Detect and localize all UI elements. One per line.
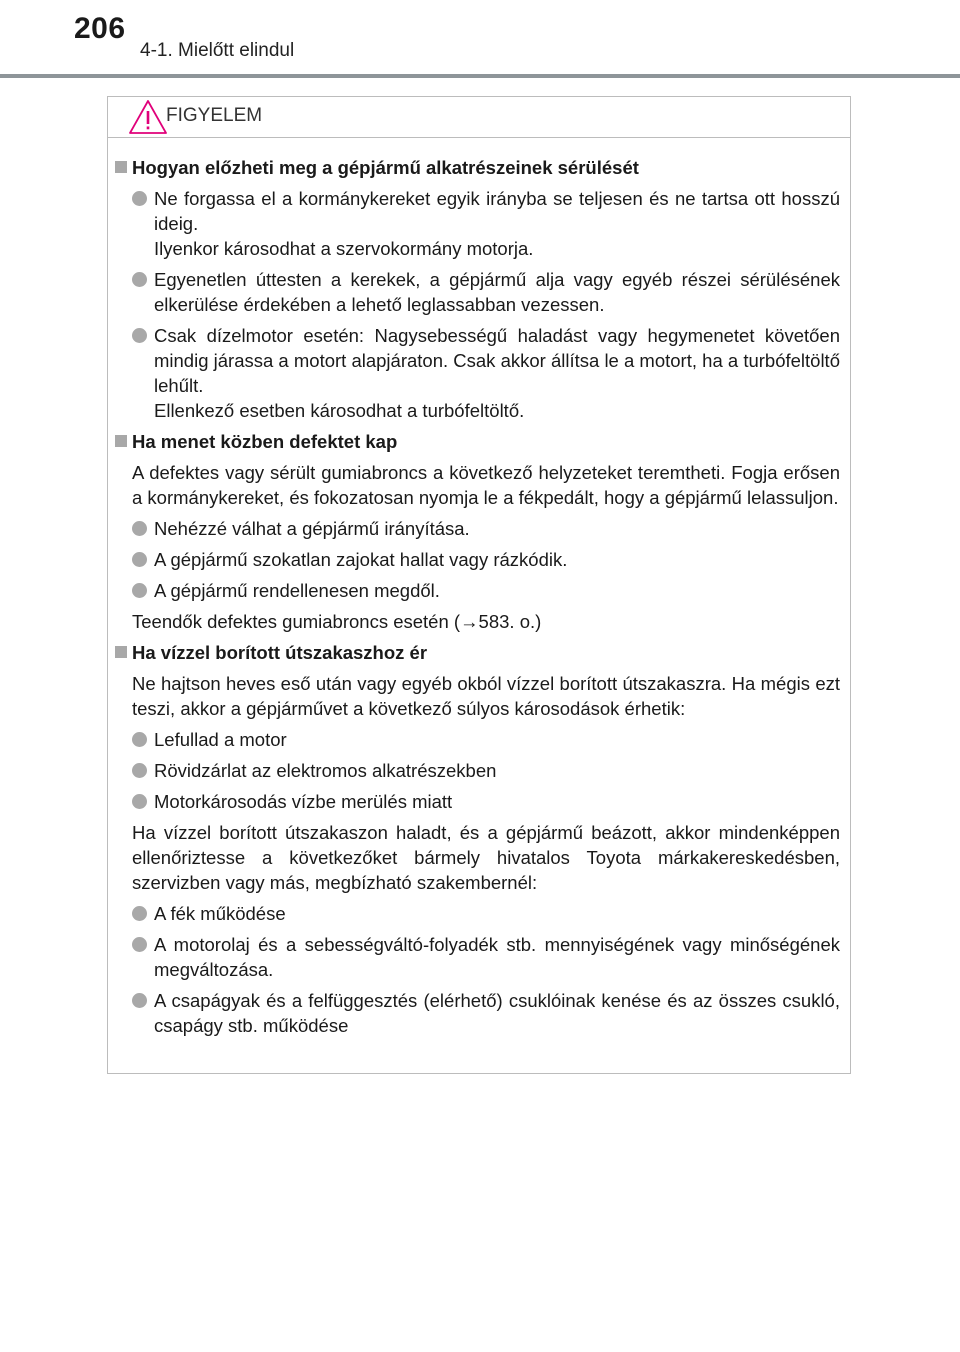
square-bullet-icon (115, 161, 127, 173)
section-title: 4-1. Mielőtt elindul (140, 40, 295, 61)
section-heading: Ha menet közben defektet kap (108, 429, 840, 454)
round-bullet-icon (132, 906, 147, 921)
bullet-item: Ne forgassa el a kormánykereket egyik irányba se teljesen és ne tartsa ott hosszú ideig. Ilyenkor károsodhat a szervokormány motorja. (108, 186, 850, 261)
section-heading: Hogyan előzheti meg a gépjármű alkatrészeinek sérülését (108, 155, 840, 180)
bullet-item: A fék működése (108, 901, 850, 926)
square-bullet-icon (115, 646, 127, 658)
warning-header (108, 97, 850, 138)
round-bullet-icon (132, 794, 147, 809)
round-bullet-icon (132, 521, 147, 536)
paragraph: A defektes vagy sérült gumiabroncs a következő helyzeteket teremtheti. Fogja erősen a kormánykereket, és fokozatosan nyomja le a fékpedált, hogy a gépjármű lelassuljon. (132, 462, 840, 508)
round-bullet-icon (132, 191, 147, 206)
warning-box (107, 96, 851, 1074)
paragraph: Teendők defektes gumiabroncs esetén (→583. o.) (132, 611, 542, 632)
bullet-item: Motorkárosodás vízbe merülés miatt (108, 789, 850, 814)
paragraph: Ha vízzel borított útszakaszon haladt, és a gépjármű beázott, akkor mindenképpen ellenőriztesse a következőket bármely hivatalos Toyota márkakereskedésben, szervizben vagy más, megbízható szakembernél: (132, 822, 840, 893)
page-number: 206 (74, 12, 126, 45)
round-bullet-icon (132, 763, 147, 778)
paragraph: Ne hajtson heves eső után vagy egyéb okból vízzel borított útszakaszra. Ha mégis ezt teszi, akkor a gépjárművet a következő súlyos károsodások érhetik: (132, 673, 840, 719)
bullet-item: Egyenetlen úttesten a kerekek, a gépjármű alja vagy egyéb részei sérülésének elkerülése érdekében a lehető leglassabban vezessen. (108, 267, 850, 317)
bullet-item: A motorolaj és a sebességváltó-folyadék stb. mennyiségének vagy minőségének megváltozása. (108, 932, 850, 982)
round-bullet-icon (132, 732, 147, 747)
bullet-item: A csapágyak és a felfüggesztés (elérhető) csuklóinak kenése és az összes csukló, csapágy stb. működése (108, 988, 850, 1038)
bullet-item: Rövidzárlat az elektromos alkatrészekben (108, 758, 850, 783)
round-bullet-icon (132, 937, 147, 952)
round-bullet-icon (132, 272, 147, 287)
bullet-item: A gépjármű szokatlan zajokat hallat vagy rázkódik. (108, 547, 850, 572)
warning-content (108, 155, 850, 1044)
warning-triangle-icon (128, 99, 168, 135)
warning-label: FIGYELEM (166, 105, 263, 126)
square-bullet-icon (115, 435, 127, 447)
bullet-item: A gépjármű rendellenesen megdől. (108, 578, 850, 603)
bullet-item: Lefullad a motor (108, 727, 850, 752)
bullet-item: Csak dízelmotor esetén: Nagysebességű haladást vagy hegymenetet követően mindig járassa a motort alapjáraton. Csak akkor állítsa le a motort, ha a turbófeltöltő lehűlt. Ellenkező esetben károsodhat a turbófeltöltő. (108, 323, 850, 423)
section-heading: Ha vízzel borított útszakaszhoz ér (108, 640, 840, 665)
round-bullet-icon (132, 993, 147, 1008)
round-bullet-icon (132, 328, 147, 343)
bullet-item: Nehézzé válhat a gépjármű irányítása. (108, 516, 850, 541)
round-bullet-icon (132, 583, 147, 598)
round-bullet-icon (132, 552, 147, 567)
header-rule (0, 74, 960, 78)
